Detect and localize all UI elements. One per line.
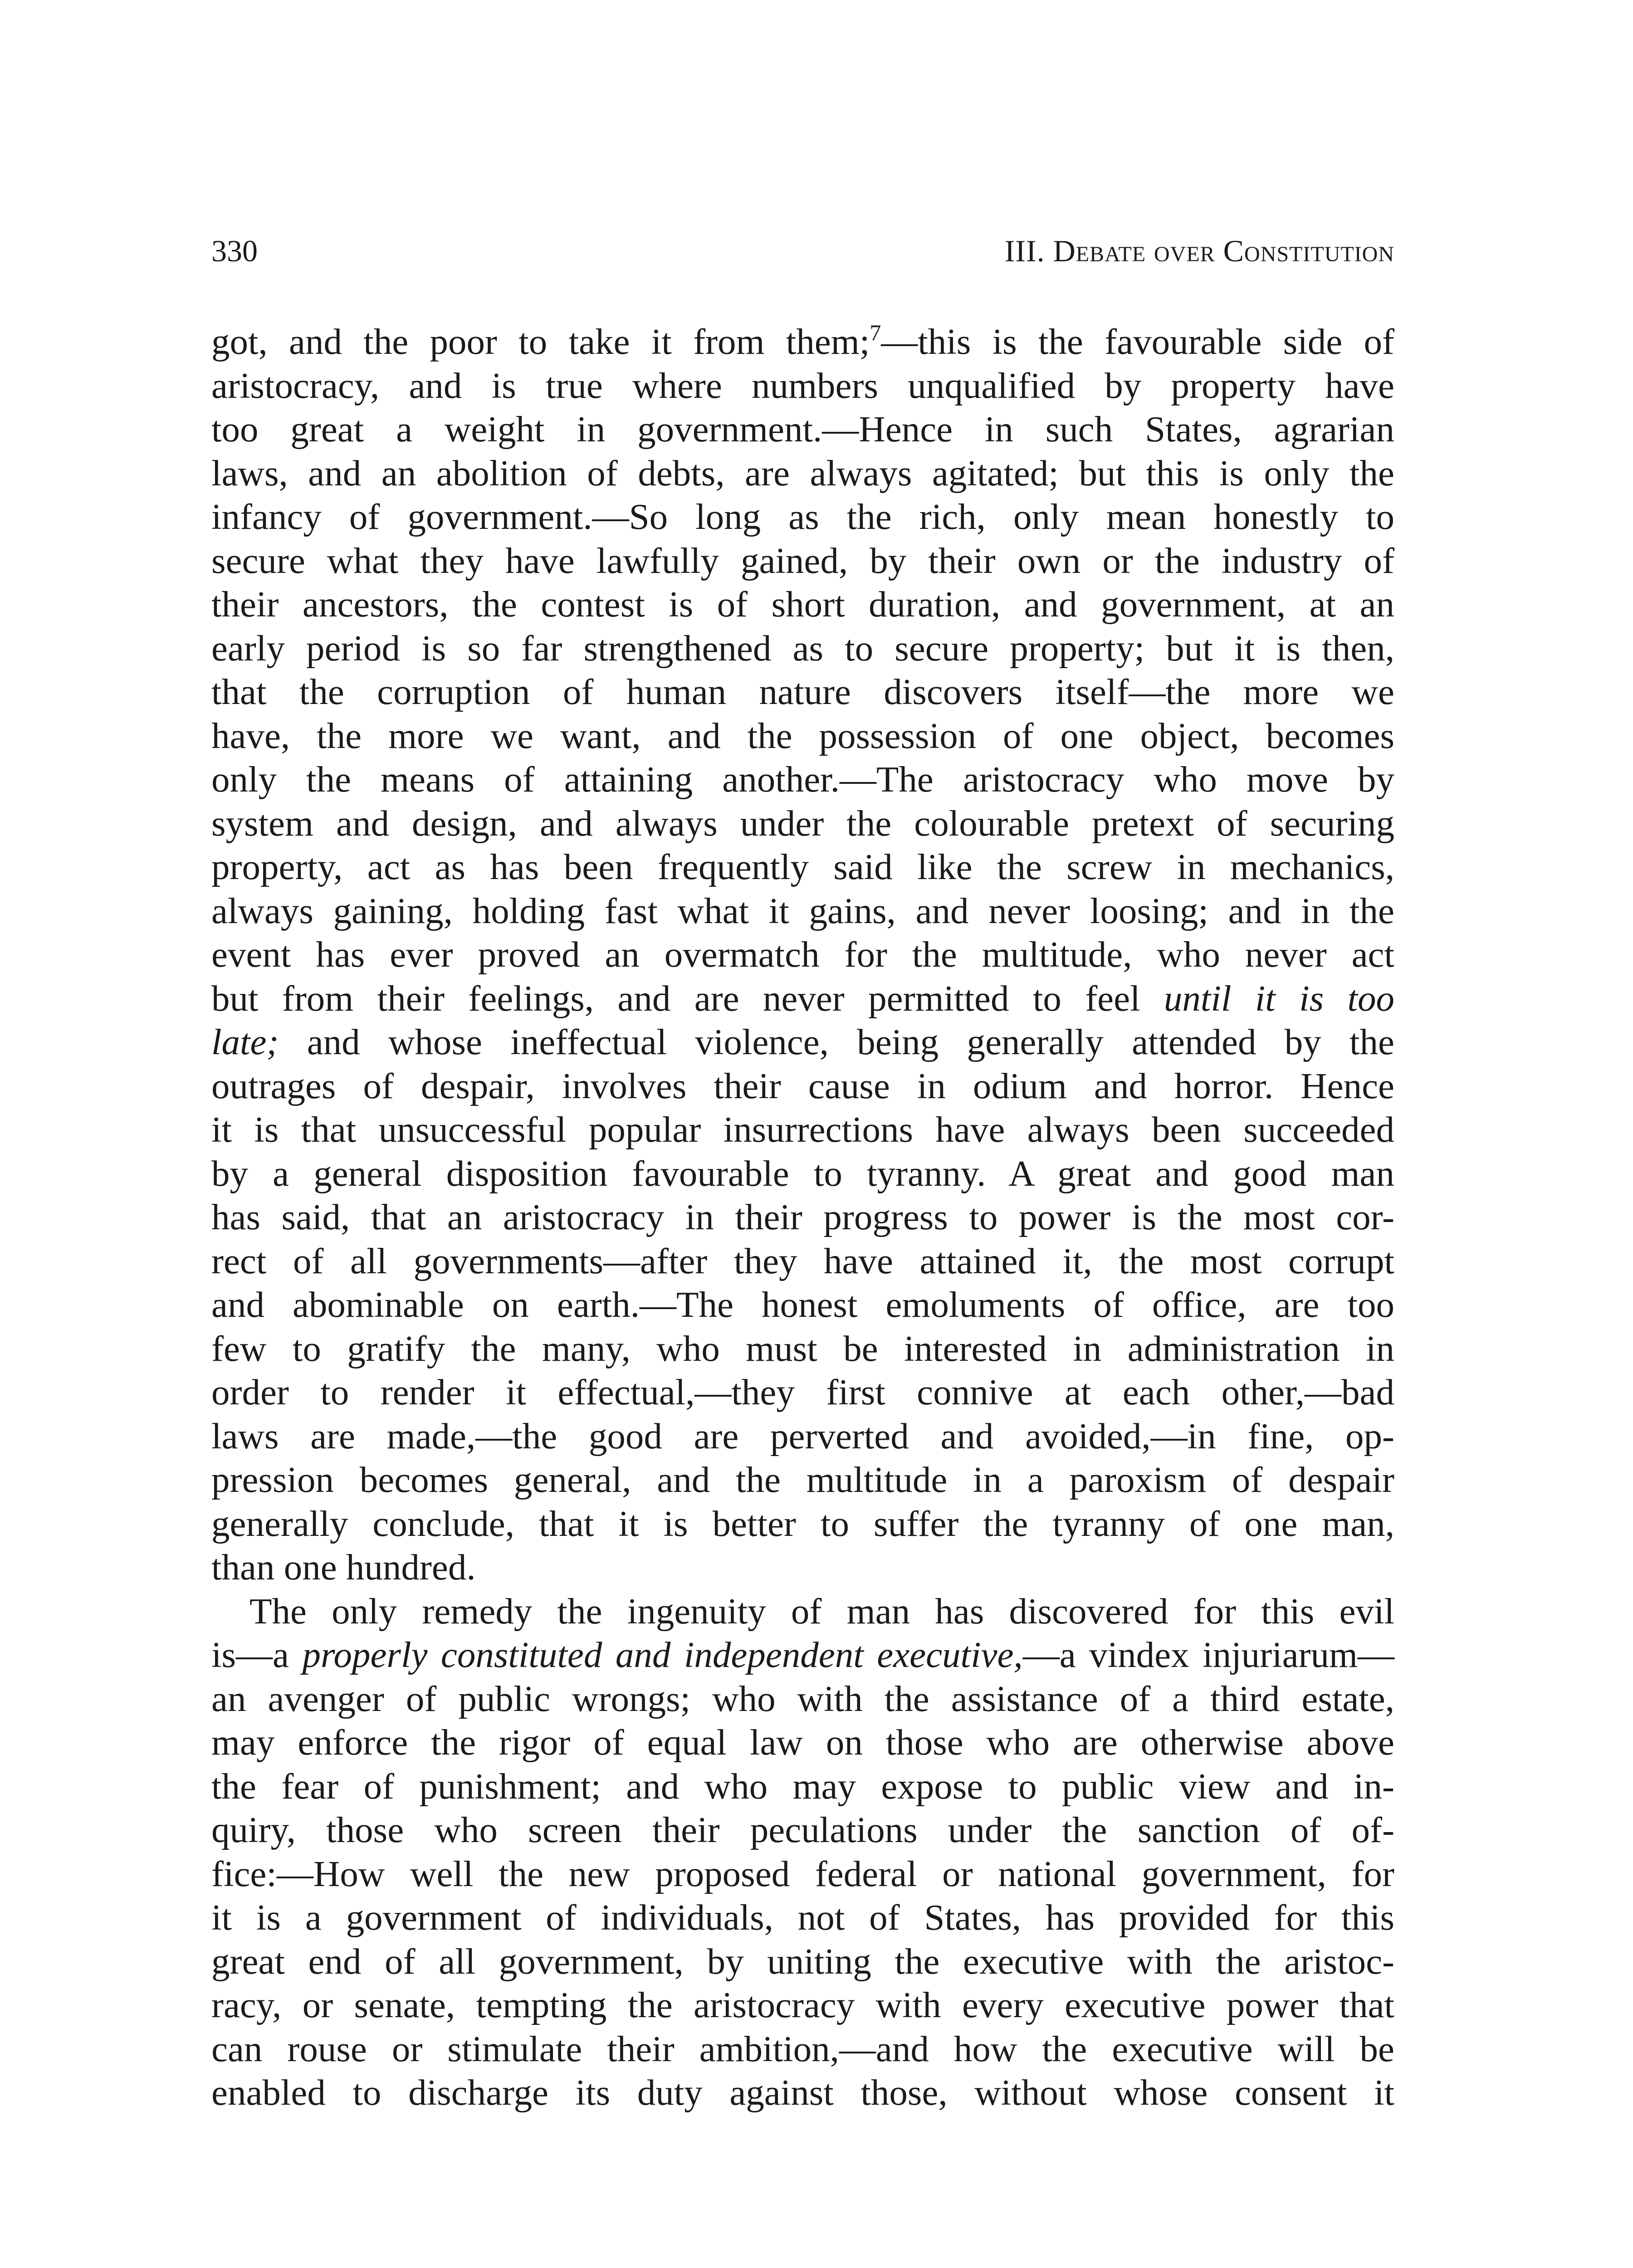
text-line — [211, 582, 1394, 626]
text-run: the fear of punishment; and who may expose to public view and in- — [211, 1765, 1394, 1807]
footnote-marker: 7 — [870, 320, 881, 345]
running-head-prefix: III. — [1004, 234, 1053, 268]
text-run: enabled to discharge its duty against those, without whose consent it — [211, 2072, 1394, 2113]
text-line — [211, 802, 1394, 846]
italic-text: late; — [211, 1022, 279, 1062]
text-run: racy, or senate, tempting the aristocracy with every executive power that — [211, 1984, 1394, 2025]
text-run: infancy of government.—So long as the rich, only mean honestly to — [211, 496, 1394, 537]
text-run: only the means of attaining another.—The aristocracy who move by — [211, 759, 1394, 800]
text-run: laws, and an abolition of debts, are always agitated; but this is only the — [211, 452, 1394, 494]
text-line — [211, 1545, 1394, 1589]
text-line — [211, 1414, 1394, 1458]
text-line — [211, 1721, 1394, 1765]
text-line — [211, 364, 1394, 408]
text-line — [211, 1195, 1394, 1239]
text-run: than one hundred. — [211, 1547, 476, 1588]
text-line — [211, 495, 1394, 539]
text-line — [211, 1239, 1394, 1283]
text-run: pression becomes general, and the multitude in a paroxism of despair — [211, 1459, 1394, 1500]
text-run: —this is the favourable side of — [881, 321, 1394, 362]
text-line — [211, 1940, 1394, 1984]
text-line — [211, 1152, 1394, 1196]
text-run: has said, that an aristocracy in their progress to power is the most cor- — [211, 1197, 1394, 1237]
text-run: by a general disposition favourable to tyranny. A great and good man — [211, 1153, 1394, 1194]
text-line — [211, 320, 1394, 364]
text-run: but from their feelings, and are never permitted to feel — [211, 978, 1164, 1019]
text-run: have, the more we want, and the possession of one object, becomes — [211, 715, 1394, 756]
text-line — [211, 1283, 1394, 1327]
text-line — [211, 2027, 1394, 2071]
text-line — [211, 758, 1394, 802]
running-head — [1005, 230, 1394, 271]
text-run: and abominable on earth.—The honest emoluments of office, are too — [211, 1284, 1394, 1325]
text-line — [211, 1896, 1394, 1940]
text-line — [211, 1370, 1394, 1414]
text-line — [211, 1808, 1394, 1852]
text-run: too great a weight in government.—Hence in such States, agrarian — [211, 409, 1394, 450]
text-line — [211, 1020, 1394, 1064]
text-line — [211, 1502, 1394, 1546]
page-header — [211, 230, 1394, 271]
text-line — [211, 1852, 1394, 1896]
text-line — [211, 1327, 1394, 1371]
text-run: outrages of despair, involves their cause in odium and horror. Hence — [211, 1065, 1394, 1106]
text-line — [211, 451, 1394, 495]
text-run: event has ever proved an overmatch for the multitude, who never act — [211, 934, 1394, 975]
text-run: and whose ineffectual violence, being generally attended by the — [279, 1022, 1394, 1062]
text-line — [211, 933, 1394, 977]
text-run: quiry, those who screen their peculations under the sanction of of- — [211, 1809, 1394, 1850]
text-line — [211, 539, 1394, 583]
text-run: laws are made,—the good are perverted and avoided,—in fine, op- — [211, 1415, 1394, 1457]
page-number: 330 — [211, 234, 258, 268]
text-line — [211, 1108, 1394, 1152]
text-run: always gaining, holding fast what it gains, and never loosing; and in the — [211, 890, 1394, 931]
text-line — [211, 1633, 1394, 1677]
text-line — [211, 2071, 1394, 2115]
text-run: few to gratify the many, who must be interested in administration in — [211, 1328, 1394, 1369]
text-run: is—a — [211, 1634, 303, 1675]
text-run: it is a government of individuals, not of States, has provided for this — [211, 1897, 1394, 1938]
text-line — [211, 845, 1394, 889]
text-run: property, act as has been frequently said like the screw in mechanics, — [211, 846, 1394, 887]
text-run: may enforce the rigor of equal law on those who are otherwise above — [211, 1722, 1394, 1763]
text-line — [211, 1589, 1394, 1633]
text-line — [211, 407, 1394, 451]
italic-text: properly constituted and independent executive, — [302, 1634, 1023, 1675]
text-run: it is that unsuccessful popular insurrections have always been succeeded — [211, 1109, 1394, 1150]
text-line — [211, 626, 1394, 670]
text-run: The only remedy the ingenuity of man has discovered for this evil — [249, 1590, 1394, 1632]
text-line — [211, 1983, 1394, 2027]
text-run: can rouse or stimulate their ambition,—and how the executive will be — [211, 2028, 1394, 2069]
text-run: aristocracy, and is true where numbers unqualified by property have — [211, 365, 1394, 406]
text-line — [211, 670, 1394, 714]
running-head-title: Debate over Constitution — [1053, 234, 1394, 268]
text-run: —a vindex injuriarum— — [1022, 1634, 1394, 1675]
text-run: fice:—How well the new proposed federal or national government, for — [211, 1853, 1394, 1894]
paragraph-1 — [211, 320, 1394, 1589]
text-run: early period is so far strengthened as to secure property; but it is then, — [211, 627, 1394, 669]
body-text — [211, 320, 1394, 2115]
text-run: that the corruption of human nature discovers itself—the more we — [211, 671, 1394, 712]
text-line — [211, 1765, 1394, 1809]
text-run: secure what they have lawfully gained, by their own or the industry of — [211, 540, 1394, 581]
text-run: great end of all government, by uniting the executive with the aristoc- — [211, 1941, 1394, 1982]
text-line — [211, 889, 1394, 933]
text-line — [211, 1458, 1394, 1502]
text-run: an avenger of public wrongs; who with the assistance of a third estate, — [211, 1678, 1394, 1719]
text-line — [211, 977, 1394, 1021]
text-run: order to render it effectual,—they first connive at each other,—bad — [211, 1372, 1394, 1413]
text-line — [211, 1064, 1394, 1108]
paragraph-2 — [211, 1589, 1394, 2115]
text-run: rect of all governments—after they have attained it, the most corrupt — [211, 1240, 1394, 1281]
text-run: got, and the poor to take it from them; — [211, 321, 870, 362]
italic-text: until it is too — [1164, 978, 1394, 1019]
text-line — [211, 714, 1394, 758]
text-run: generally conclude, that it is better to suffer the tyranny of one man, — [211, 1503, 1394, 1544]
text-run: their ancestors, the contest is of short duration, and government, at an — [211, 584, 1394, 625]
text-line — [211, 1677, 1394, 1721]
text-run: system and design, and always under the colourable pretext of securing — [211, 802, 1394, 844]
